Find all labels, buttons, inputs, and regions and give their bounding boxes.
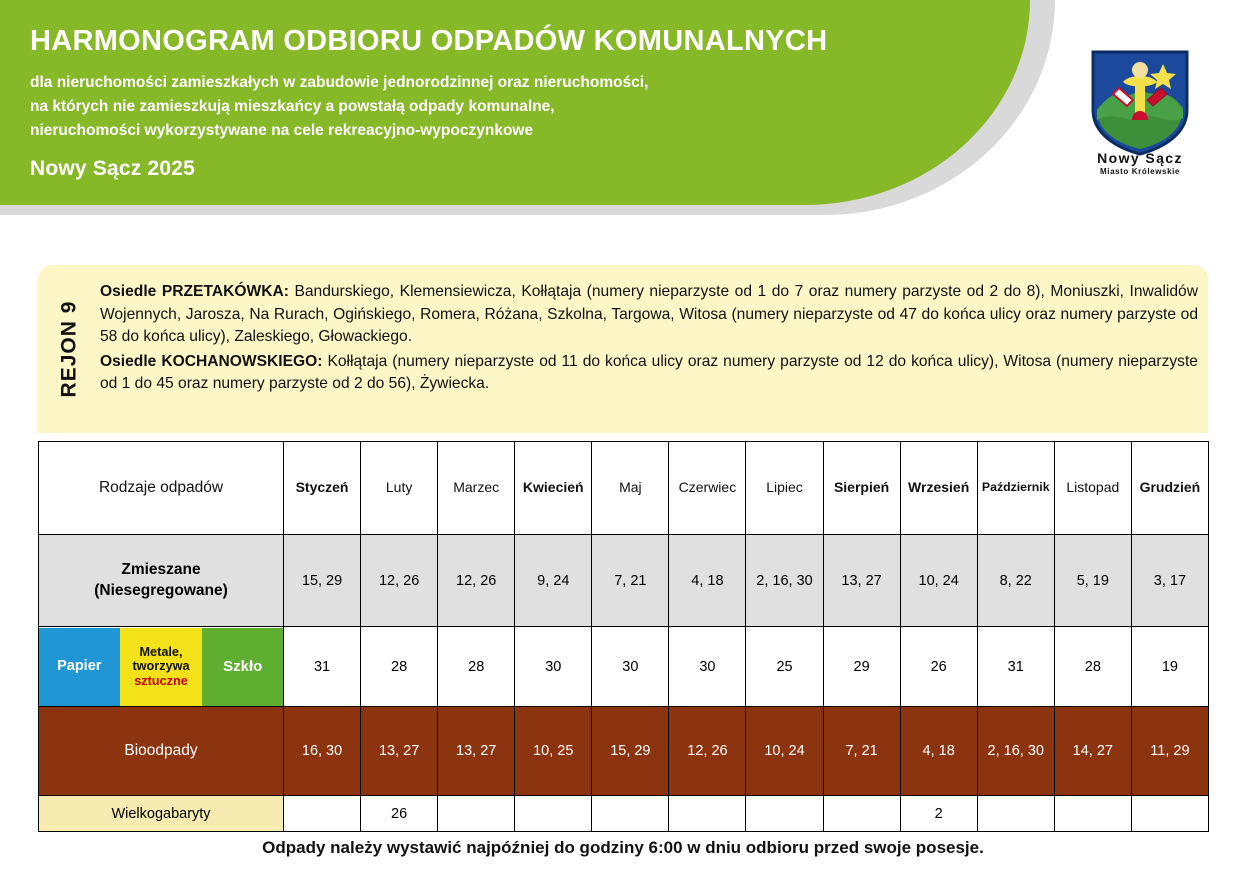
region-label-text: REJON 9 bbox=[57, 300, 80, 398]
cell-segregated-11: 28 bbox=[1054, 627, 1131, 707]
estate-2-name: Osiedle KOCHANOWSKIEGO: bbox=[100, 352, 323, 370]
segregated-fraction-group bbox=[39, 628, 283, 706]
header-month-luty bbox=[361, 442, 438, 535]
table-row-bulky-waste bbox=[39, 796, 1209, 832]
header-month-sierpien bbox=[823, 442, 900, 535]
header-month-lipiec bbox=[746, 442, 823, 535]
header-month-wrzesien bbox=[900, 442, 977, 535]
cell-bio-6: 12, 26 bbox=[669, 707, 746, 796]
cell-segregated-6: 30 bbox=[669, 627, 746, 707]
region-streets-text bbox=[100, 281, 1198, 396]
table-row-segregated-waste bbox=[39, 627, 1209, 707]
cell-bulky-5 bbox=[592, 796, 669, 832]
footnote-text: Odpady należy wystawić najpóźniej do godziny 6:00 w dniu odbioru przed swoje posesje. bbox=[262, 838, 984, 857]
cell-segregated-10: 31 bbox=[977, 627, 1054, 707]
estate-1-name: Osiedle PRZETAKÓWKA: bbox=[100, 283, 289, 300]
page-subtitle-line-1: dla nieruchomości zamieszkałych w zabudowie jednorodzinnej oraz nieruchomości, bbox=[30, 73, 649, 91]
page-subtitle bbox=[30, 71, 990, 143]
cell-mixed-2: 12, 26 bbox=[361, 535, 438, 627]
cell-bulky-3 bbox=[438, 796, 515, 832]
month-label: Lipiec bbox=[766, 479, 803, 496]
cell-bio-4: 10, 25 bbox=[515, 707, 592, 796]
cell-bio-3: 13, 27 bbox=[438, 707, 515, 796]
estate-2-streets: Kołłątaja (numery nieparzyste od 11 do końca ulicy oraz numery parzyste od 12 do końca ulicy), Witosa (numery nieparzyste od 1 do 45 oraz numery parzyste od 2 do 56), Żywiecka. bbox=[100, 352, 1198, 393]
cell-bulky-1 bbox=[284, 796, 361, 832]
city-crest bbox=[1075, 48, 1205, 213]
table-header-row bbox=[39, 442, 1209, 535]
header-month-czerwiec bbox=[669, 442, 746, 535]
cell-mixed-9: 10, 24 bbox=[900, 535, 977, 627]
header-text-block bbox=[30, 26, 990, 181]
month-label: Sierpień bbox=[833, 479, 890, 496]
cell-bio-8: 7, 21 bbox=[823, 707, 900, 796]
month-label: Listopad bbox=[1066, 479, 1120, 496]
month-label: Grudzień bbox=[1139, 479, 1201, 496]
month-label: Październik bbox=[981, 480, 1050, 495]
cell-mixed-10: 8, 22 bbox=[977, 535, 1054, 627]
cell-bio-9: 4, 18 bbox=[900, 707, 977, 796]
cell-segregated-2: 28 bbox=[361, 627, 438, 707]
fraction-plastic-metal-line-1: Metale, bbox=[139, 644, 183, 659]
row-label-mixed bbox=[39, 535, 284, 627]
cell-bulky-10 bbox=[977, 796, 1054, 832]
cell-bulky-11 bbox=[1054, 796, 1131, 832]
month-label: Marzec bbox=[453, 479, 500, 496]
fraction-paper: Papier bbox=[39, 628, 120, 706]
month-label: Luty bbox=[385, 479, 413, 496]
row-label-bio: Bioodpady bbox=[39, 707, 284, 796]
fraction-plastic-metal-line-3: sztuczne bbox=[134, 673, 188, 688]
row-label-segregated bbox=[39, 627, 284, 707]
cell-bulky-6 bbox=[669, 796, 746, 832]
page-header bbox=[0, 0, 1240, 228]
cell-segregated-7: 25 bbox=[746, 627, 823, 707]
cell-bio-10: 2, 16, 30 bbox=[977, 707, 1054, 796]
table-row-bio-waste bbox=[39, 707, 1209, 796]
cell-mixed-11: 5, 19 bbox=[1054, 535, 1131, 627]
row-label-bulky: Wielkogabaryty bbox=[39, 796, 284, 832]
crest-caption bbox=[1087, 150, 1193, 176]
header-month-grudzien bbox=[1131, 442, 1208, 535]
cell-mixed-7: 2, 16, 30 bbox=[746, 535, 823, 627]
cell-segregated-4: 30 bbox=[515, 627, 592, 707]
cell-segregated-12: 19 bbox=[1131, 627, 1208, 707]
cell-segregated-1: 31 bbox=[284, 627, 361, 707]
fraction-glass: Szkło bbox=[202, 628, 283, 706]
cell-bio-12: 11, 29 bbox=[1131, 707, 1208, 796]
header-month-kwiecien bbox=[515, 442, 592, 535]
month-label: Czerwiec bbox=[678, 479, 737, 496]
header-month-styczen bbox=[284, 442, 361, 535]
cell-bio-7: 10, 24 bbox=[746, 707, 823, 796]
page-title: HARMONOGRAM ODBIORU ODPADÓW KOMUNALNYCH bbox=[30, 25, 828, 57]
header-month-marzec bbox=[438, 442, 515, 535]
cell-segregated-8: 29 bbox=[823, 627, 900, 707]
cell-bulky-4 bbox=[515, 796, 592, 832]
month-label: Kwiecień bbox=[522, 479, 584, 496]
cell-mixed-4: 9, 24 bbox=[515, 535, 592, 627]
cell-segregated-3: 28 bbox=[438, 627, 515, 707]
city-year-label: Nowy Sącz 2025 bbox=[30, 156, 196, 180]
cell-mixed-8: 13, 27 bbox=[823, 535, 900, 627]
region-info-box bbox=[38, 265, 1208, 433]
cell-bulky-2: 26 bbox=[361, 796, 438, 832]
table-row-mixed-waste bbox=[39, 535, 1209, 627]
cell-mixed-1: 15, 29 bbox=[284, 535, 361, 627]
cell-bulky-7 bbox=[746, 796, 823, 832]
fraction-plastic-metal-line-2: tworzywa bbox=[132, 659, 190, 674]
page-subtitle-line-3: nieruchomości wykorzystywane na cele rekreacyjno-wypoczynkowe bbox=[30, 121, 534, 139]
coat-of-arms-icon bbox=[1075, 48, 1205, 158]
cell-bio-2: 13, 27 bbox=[361, 707, 438, 796]
region-label bbox=[38, 265, 100, 433]
header-month-pazdziernik bbox=[977, 442, 1054, 535]
header-month-listopad bbox=[1054, 442, 1131, 535]
month-label: Wrzesień bbox=[908, 479, 970, 496]
crest-caption-line-1: Nowy Sącz bbox=[1097, 150, 1183, 166]
month-label: Styczeń bbox=[295, 479, 349, 496]
estate-1-paragraph bbox=[100, 281, 1198, 349]
row-label-mixed-line-1: Zmieszane bbox=[121, 561, 201, 579]
cell-mixed-3: 12, 26 bbox=[438, 535, 515, 627]
fraction-plastic-metal bbox=[120, 628, 203, 706]
cell-bulky-8 bbox=[823, 796, 900, 832]
cell-bulky-12 bbox=[1131, 796, 1208, 832]
cell-segregated-9: 26 bbox=[900, 627, 977, 707]
page-subtitle-line-2: na których nie zamieszkują mieszkańcy a powstałą odpady komunalne, bbox=[30, 97, 555, 115]
estate-1-streets: Bandurskiego, Klemensiewicza, Kołłątaja (numery nieparzyste od 1 do 7 oraz numery parzyste od 2 do 8), Moniuszki, Inwalidów Wojennych, Jarosza, Na Rurach, Ogińskiego, Romera, Różana, Szkolna, Targowa, Witosa (numery nieparzyste od 47 do końca ulicy oraz numery parzyste od 58 do końca ulicy), Zaleskiego, Głowackiego. bbox=[100, 283, 1198, 346]
cell-bio-5: 15, 29 bbox=[592, 707, 669, 796]
cell-mixed-5: 7, 21 bbox=[592, 535, 669, 627]
cell-bio-11: 14, 27 bbox=[1054, 707, 1131, 796]
crest-caption-line-2: Miasto Królewskie bbox=[1099, 167, 1180, 176]
month-label: Maj bbox=[619, 479, 642, 496]
estate-2-paragraph bbox=[100, 351, 1198, 396]
cell-segregated-5: 30 bbox=[592, 627, 669, 707]
row-label-mixed-line-2: (Niesegregowane) bbox=[94, 581, 228, 599]
header-month-maj bbox=[592, 442, 669, 535]
cell-mixed-6: 4, 18 bbox=[669, 535, 746, 627]
cell-bio-1: 16, 30 bbox=[284, 707, 361, 796]
schedule-table-wrapper bbox=[38, 441, 1208, 832]
schedule-table bbox=[38, 441, 1209, 832]
cell-bulky-9: 2 bbox=[900, 796, 977, 832]
header-waste-type: Rodzaje odpadów bbox=[39, 442, 284, 535]
cell-mixed-12: 3, 17 bbox=[1131, 535, 1208, 627]
